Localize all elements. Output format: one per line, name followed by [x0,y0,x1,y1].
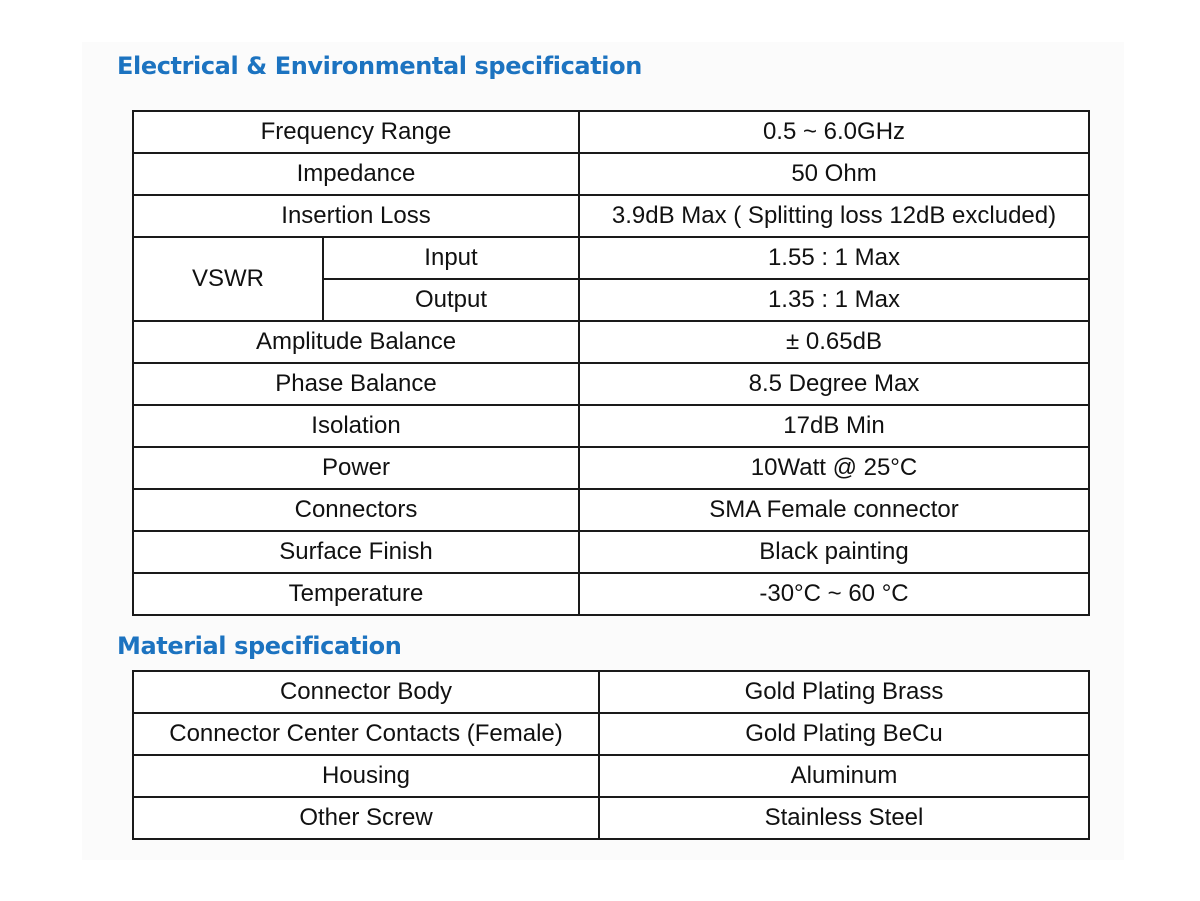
vswr-input-label: Input [323,237,579,279]
param-surface-finish: Surface Finish [133,531,579,573]
table-row [133,363,1089,405]
table-row [133,671,1089,713]
material-section-title: Material specification [117,632,402,660]
material-spec-table [132,670,1090,840]
table-row [133,573,1089,615]
table-row [133,195,1089,237]
table-row [133,321,1089,363]
table-row [133,755,1089,797]
value-frequency-range: 0.5 ~ 6.0GHz [579,111,1089,153]
table-row [133,405,1089,447]
value-isolation: 17dB Min [579,405,1089,447]
table-row [133,713,1089,755]
param-impedance: Impedance [133,153,579,195]
table-row [133,531,1089,573]
param-housing: Housing [133,755,599,797]
param-insertion-loss: Insertion Loss [133,195,579,237]
value-other-screw: Stainless Steel [599,797,1089,839]
electrical-spec-table [132,110,1090,616]
value-impedance: 50 Ohm [579,153,1089,195]
param-phase-balance: Phase Balance [133,363,579,405]
table-row [133,111,1089,153]
value-housing: Aluminum [599,755,1089,797]
table-row [133,237,1089,279]
table-row [133,447,1089,489]
value-phase-balance: 8.5 Degree Max [579,363,1089,405]
value-temperature: -30°C ~ 60 °C [579,573,1089,615]
value-center-contacts: Gold Plating BeCu [599,713,1089,755]
param-other-screw: Other Screw [133,797,599,839]
param-connector-body: Connector Body [133,671,599,713]
table-row [133,489,1089,531]
electrical-section-title: Electrical & Environmental specification [117,52,642,80]
param-amplitude-balance: Amplitude Balance [133,321,579,363]
value-connector-body: Gold Plating Brass [599,671,1089,713]
table-row [133,797,1089,839]
param-vswr: VSWR [133,237,323,321]
param-center-contacts: Connector Center Contacts (Female) [133,713,599,755]
value-power: 10Watt @ 25°C [579,447,1089,489]
param-temperature: Temperature [133,573,579,615]
value-amplitude-balance: ± 0.65dB [579,321,1089,363]
table-row [133,153,1089,195]
param-connectors: Connectors [133,489,579,531]
param-isolation: Isolation [133,405,579,447]
vswr-output-value: 1.35 : 1 Max [579,279,1089,321]
vswr-input-value: 1.55 : 1 Max [579,237,1089,279]
value-insertion-loss: 3.9dB Max ( Splitting loss 12dB excluded) [579,195,1089,237]
value-connectors: SMA Female connector [579,489,1089,531]
value-surface-finish: Black painting [579,531,1089,573]
vswr-output-label: Output [323,279,579,321]
param-power: Power [133,447,579,489]
param-frequency-range: Frequency Range [133,111,579,153]
